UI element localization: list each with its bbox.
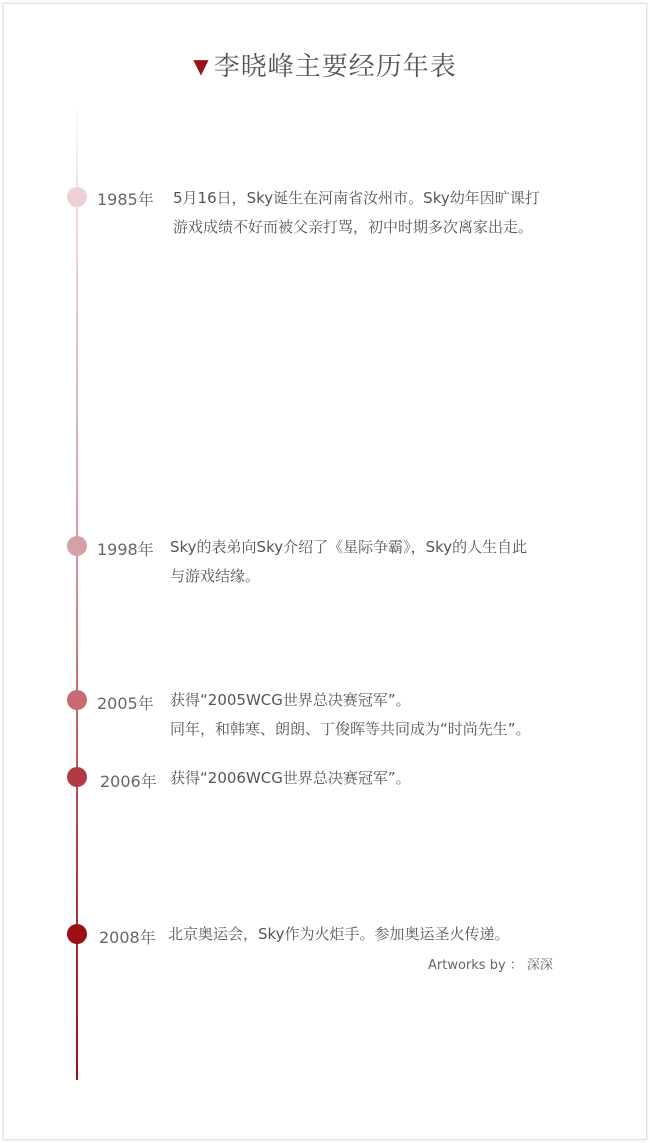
timeline-dot (67, 924, 87, 944)
event-line: 同年，和韩寒、朗朗、丁俊晖等共同成为“时尚先生”。 (170, 720, 531, 738)
event-year: 2006年 (100, 772, 157, 791)
event-description (170, 533, 527, 591)
timeline-dot (67, 690, 87, 710)
event-description (173, 184, 540, 242)
timeline-dot (67, 536, 87, 556)
event-line: Sky的表弟向Sky介绍了《星际争霸》，Sky的人生自此 (170, 538, 528, 556)
event-description (170, 764, 411, 793)
event-year: 2005年 (97, 694, 154, 713)
event-line: 获得“2005WCG世界总决赛冠军”。 (170, 691, 411, 709)
event-line: 北京奥运会，Sky作为火炬手。参加奥运圣火传递。 (168, 925, 510, 943)
timeline-dot (67, 187, 87, 207)
title-text: 李晓峰主要经历年表 (213, 52, 457, 82)
page-title (0, 46, 650, 83)
artwork-credit: Artworks by ： 深深 (428, 958, 553, 973)
event-year: 1985年 (97, 190, 154, 209)
event-description (170, 686, 531, 744)
triangle-down-icon: ▼ (193, 54, 210, 78)
event-year: 2008年 (99, 928, 156, 947)
event-line: 与游戏结缘。 (170, 567, 261, 585)
timeline-dot (67, 767, 87, 787)
event-year: 1998年 (97, 540, 154, 559)
event-line: 获得“2006WCG世界总决赛冠军”。 (170, 769, 411, 787)
event-description (168, 920, 510, 949)
event-line: 5月16日，Sky诞生在河南省汝州市。Sky幼年因旷课打 (173, 189, 540, 207)
event-line: 游戏成绩不好而被父亲打骂，初中时期多次离家出走。 (173, 218, 534, 236)
